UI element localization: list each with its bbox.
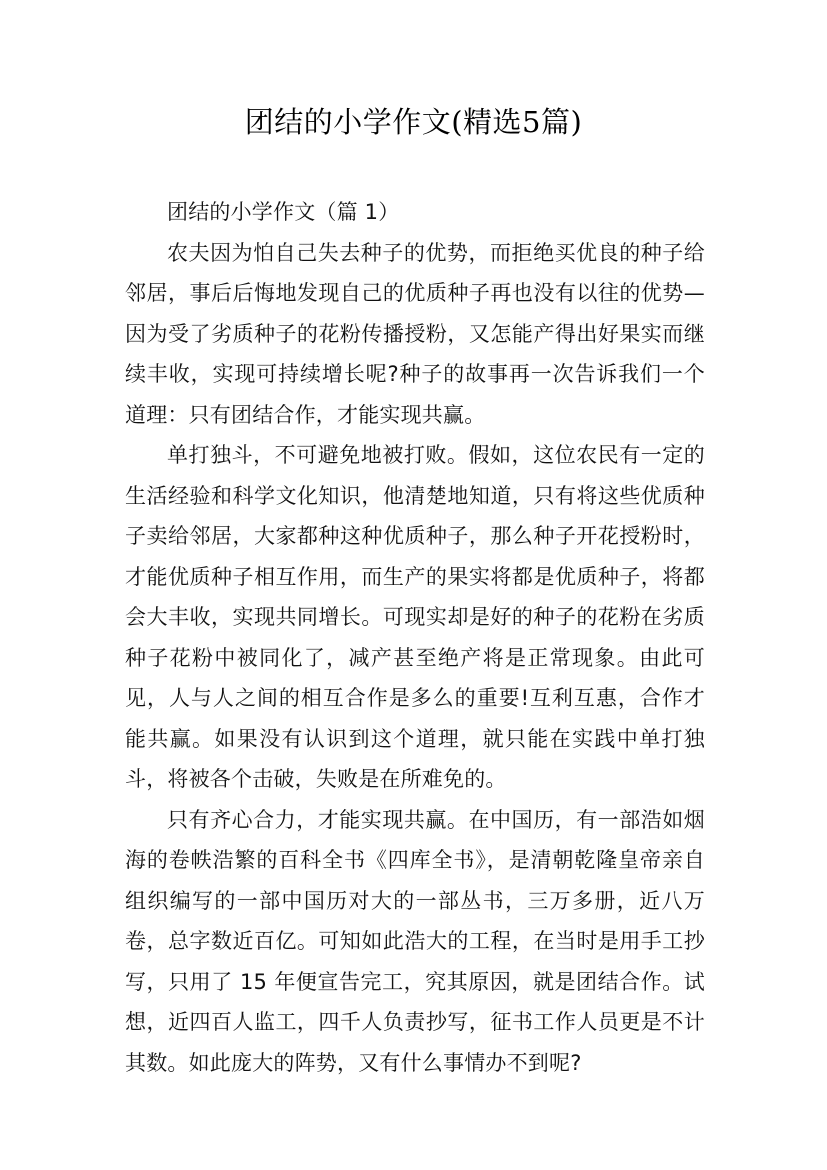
paragraph-2: 单打独斗，不可避免地被打败。假如，这位农民有一定的生活经验和科学文化知识，他清楚地知道，只有将这些优质种子卖给邻居，大家都种这种优质种子，那么种子开花授粉时，才能优质种子相互作用，而生产的果实将都是优质种子，将都会大丰收，实现共同增长。可现实却是好的种子的花粉在劣质种子花粉中被同化了，减产甚至绝产将是正常现象。由此可见，人与人之间的相互合作是多么的重要!互利互惠，合作才能共赢。如果没有认识到这个道理，就只能在实践中单打独斗，将被各个击破，失败是在所难免的。 [125,443,705,791]
document-body [125,192,705,1083]
section-heading: 团结的小学作文（篇 1） [167,200,400,224]
document-title: 团结的小学作文(精选5篇) [244,105,583,139]
paragraph-1: 农夫因为怕自己失去种子的优势，而拒绝买优良的种子给邻居，事后后悔地发现自己的优质种子再也没有以往的优势—因为受了劣质种子的花粉传播授粉，又怎能产得出好果实而继续丰收，实现可持续增长呢?种子的故事再一次告诉我们一个道理：只有团结合作，才能实现共赢。 [125,240,705,427]
paragraph-3: 只有齐心合力，才能实现共赢。在中国历，有一部浩如烟海的卷帙浩繁的百科全书《四库全书》，是清朝乾隆皇帝亲自组织编写的一部中国历对大的一部丛书，三万多册，近八万卷，总字数近百亿。可知如此浩大的工程，在当时是用手工抄写，只用了 15 年便宣告完工，究其原因，就是团结合作。试想，近四百人监工，四千人负责抄写，征书工作人员更是不计其数。如此庞大的阵势，又有什么事情办不到呢? [125,807,705,1075]
